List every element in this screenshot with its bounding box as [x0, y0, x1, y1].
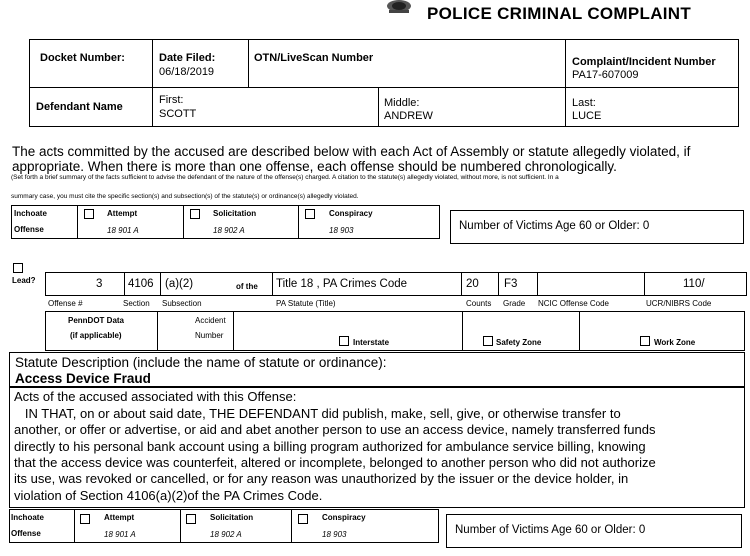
- attempt-code-2: 18 901 A: [104, 530, 136, 539]
- intro-line-1: The acts committed by the accused are described below with each Act of Assembly or statute allegedly violated, if: [12, 144, 691, 159]
- offense-subsection: (a)(2): [165, 278, 194, 290]
- first-name-label: First:: [159, 94, 184, 106]
- solicitation-code-2: 18 902 A: [210, 530, 242, 539]
- solicitation-label-2: Solicitation: [210, 513, 254, 522]
- conspiracy-checkbox[interactable]: [305, 209, 315, 219]
- page-title: POLICE CRIMINAL COMPLAINT: [427, 4, 692, 23]
- attempt-checkbox[interactable]: [84, 209, 94, 219]
- offense-section: 4106: [128, 278, 154, 290]
- offense-label: Offense: [14, 225, 44, 234]
- middle-name-label: Middle:: [384, 97, 420, 109]
- solicitation-code: 18 902 A: [213, 226, 245, 235]
- interstate-checkbox[interactable]: [339, 336, 349, 346]
- date-filed-label: Date Filed:: [159, 52, 216, 64]
- caption-ucr: UCR/NIBRS Code: [646, 299, 712, 308]
- inchoate-label: Inchoate: [14, 209, 47, 218]
- lead-label: Lead?: [12, 276, 36, 285]
- caption-counts: Counts: [466, 299, 492, 308]
- caption-section: Section: [123, 299, 150, 308]
- caption-subsection: Subsection: [162, 299, 202, 308]
- acts-line-4: that the access device was counterfeit, altered or incomplete, belonged to another person who did not authorize: [14, 455, 656, 470]
- offense-number: 3: [96, 278, 103, 290]
- of-the-label: of the: [236, 282, 258, 291]
- acts-line-5: its use, was revoked or cancelled, or for any reason was unauthorized by the issuer or the device holder, in: [14, 471, 629, 486]
- attempt-label-2: Attempt: [104, 513, 135, 522]
- otn-label: OTN/LiveScan Number: [254, 52, 374, 64]
- interstate-label: Interstate: [353, 338, 390, 347]
- attempt-checkbox-2[interactable]: [80, 514, 90, 524]
- caption-ncic: NCIC Offense Code: [538, 299, 609, 308]
- attempt-code: 18 901 A: [107, 226, 139, 235]
- complaint-number-value: PA17-607009: [572, 69, 639, 81]
- offense-label-2: Offense: [11, 529, 41, 538]
- statute-description-label: Statute Description (include the name of statute or ordinance):: [15, 355, 387, 370]
- last-name-label: Last:: [572, 97, 596, 109]
- accident-number-label: Number: [195, 331, 224, 340]
- safety-zone-checkbox[interactable]: [483, 336, 493, 346]
- last-name-value: LUCE: [572, 110, 602, 122]
- victims-value: 0: [642, 220, 650, 232]
- lead-checkbox[interactable]: [13, 263, 23, 273]
- intro-fine-1: (Set forth a brief summary of the facts sufficient to advise the defendant of the nature of the offense(s) charged. A citation to the statute(s) allegedly violated, without more, is not sufficient. In a: [11, 174, 559, 181]
- accident-label: Accident: [195, 316, 226, 325]
- solicitation-label: Solicitation: [213, 209, 257, 218]
- victims-value-2: 0: [638, 524, 646, 536]
- inchoate-label-2: Inchoate: [11, 513, 44, 522]
- caption-offense-number: Offense #: [48, 299, 83, 308]
- offense-grade: F3: [504, 278, 518, 290]
- work-zone-label: Work Zone: [654, 338, 696, 347]
- defendant-name-label: Defendant Name: [36, 101, 123, 113]
- work-zone-checkbox[interactable]: [640, 336, 650, 346]
- date-filed-value: 06/18/2019: [159, 66, 215, 78]
- penndot-label: PennDOT Data: [68, 316, 125, 325]
- statute-description-value: Access Device Fraud: [15, 371, 151, 386]
- intro-line-2: appropriate. When there is more than one offense, each offense should be numbered chronologically.: [12, 159, 617, 174]
- first-name-value: SCOTT: [159, 108, 197, 120]
- complaint-number-label: Complaint/Incident Number: [572, 56, 716, 68]
- middle-name-value: ANDREW: [384, 110, 433, 122]
- offense-counts: 20: [466, 278, 479, 290]
- acts-label: Acts of the accused associated with this Offense:: [14, 389, 297, 404]
- caption-grade: Grade: [503, 299, 526, 308]
- solicitation-checkbox-2[interactable]: [186, 514, 196, 524]
- penndot-if-applicable: (if applicable): [70, 331, 122, 340]
- victims-label: Number of Victims Age 60 or Older: 0: [459, 220, 650, 232]
- conspiracy-checkbox-2[interactable]: [298, 514, 308, 524]
- acts-line-6: violation of Section 4106(a)(2)of the PA Crimes Code.: [14, 488, 323, 503]
- safety-zone-label: Safety Zone: [496, 338, 542, 347]
- offense-statute: Title 18 , PA Crimes Code: [276, 278, 408, 290]
- conspiracy-code: 18 903: [329, 226, 354, 235]
- acts-line-3: directly to his personal bank account using a billing program authorized for ambulance service billing, knowing: [14, 439, 646, 454]
- victims-label-2: Number of Victims Age 60 or Older: 0: [455, 524, 646, 536]
- conspiracy-label-2: Conspiracy: [322, 513, 366, 522]
- docket-number-label: Docket Number:: [40, 52, 125, 64]
- intro-fine-2: summary case, you must cite the specific section(s) and subsection(s) of the statute(s) or ordinance(s) allegedly violated.: [11, 193, 359, 200]
- seal-icon: [384, 0, 414, 14]
- caption-statute: PA Statute (Title): [276, 299, 336, 308]
- acts-line-1: IN THAT, on or about said date, THE DEFENDANT did publish, make, sell, give, or otherwise transfer to: [14, 406, 621, 421]
- solicitation-checkbox[interactable]: [190, 209, 200, 219]
- offense-ucr: 110/: [683, 278, 705, 290]
- attempt-label: Attempt: [107, 209, 138, 218]
- conspiracy-label: Conspiracy: [329, 209, 373, 218]
- conspiracy-code-2: 18 903: [322, 530, 347, 539]
- acts-line-2: another, or offer or advertise, or aid and abet another person to use an access device, namely transferred funds: [14, 422, 656, 437]
